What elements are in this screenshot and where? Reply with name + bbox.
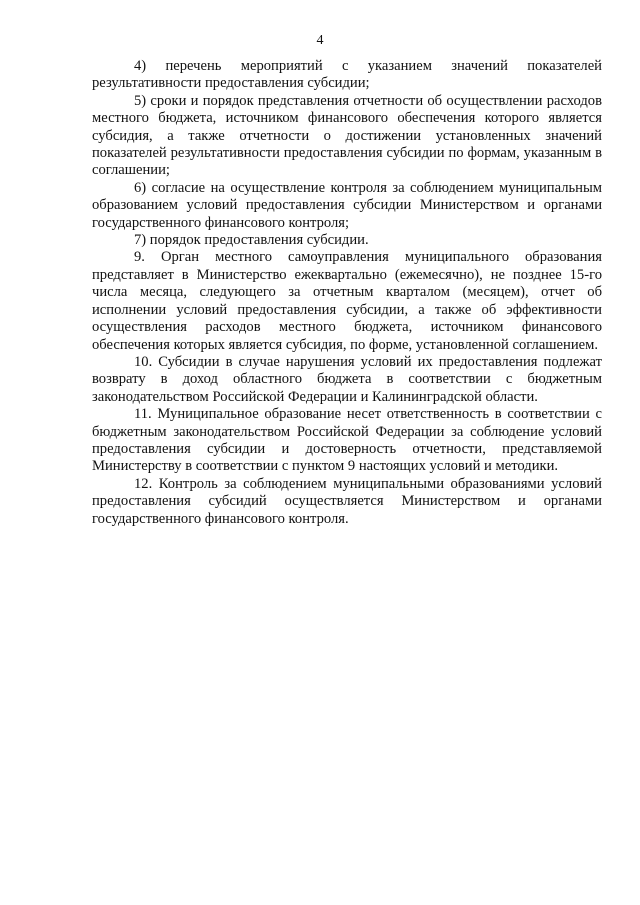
paragraph-clause-10: 10. Субсидии в случае нарушения условий их предоставления подлежат возврату в доход областного бюджета в соответствии с бюджетным законодательством Российской Федерации и Калининградской области. — [92, 353, 602, 405]
paragraph-item-5: 5) сроки и порядок представления отчетности об осуществлении расходов местного бюджета, источником финансового обеспечения которого является субсидия, а также отчетности о достижении установленных значений показателей результативности предоставления субсидии по формам, указанным в соглашении; — [92, 92, 602, 179]
paragraph-item-6: 6) согласие на осуществление контроля за соблюдением муниципальным образованием условий предоставления субсидии Министерством и органами государственного финансового контроля; — [92, 179, 602, 231]
paragraph-item-4: 4) перечень мероприятий с указанием значений показателей результативности предоставления субсидии; — [92, 58, 602, 92]
paragraph-clause-11: 11. Муниципальное образование несет ответственность в соответствии с бюджетным законодательством Российской Федерации за соблюдение условий предоставления субсидии и достоверность отчетности, представляемой Министерству в соответствии с пунктом 9 настоящих условий и методики. — [92, 406, 602, 475]
paragraph-clause-9: 9. Орган местного самоуправления муниципального образования представляет в Министерство ежеквартально (ежемесячно), не позднее 15-го числа месяца, следующего за отчетным кварталом (месяцем), отчет об исполнении условий предоставления субсидии, а также об эффективности осуществления расходов местного бюджета, источником финансового обеспечения которых является субсидия, по форме, установленной соглашением. — [92, 249, 602, 353]
page-number: 4 — [316, 33, 324, 48]
document-body — [92, 58, 602, 528]
paragraph-clause-12: 12. Контроль за соблюдением муниципальными образованиями условий предоставления субсидий осуществляется Министерством и органами государственного финансового контроля. — [92, 475, 602, 527]
paragraph-item-7: 7) порядок предоставления субсидии. — [134, 232, 369, 249]
